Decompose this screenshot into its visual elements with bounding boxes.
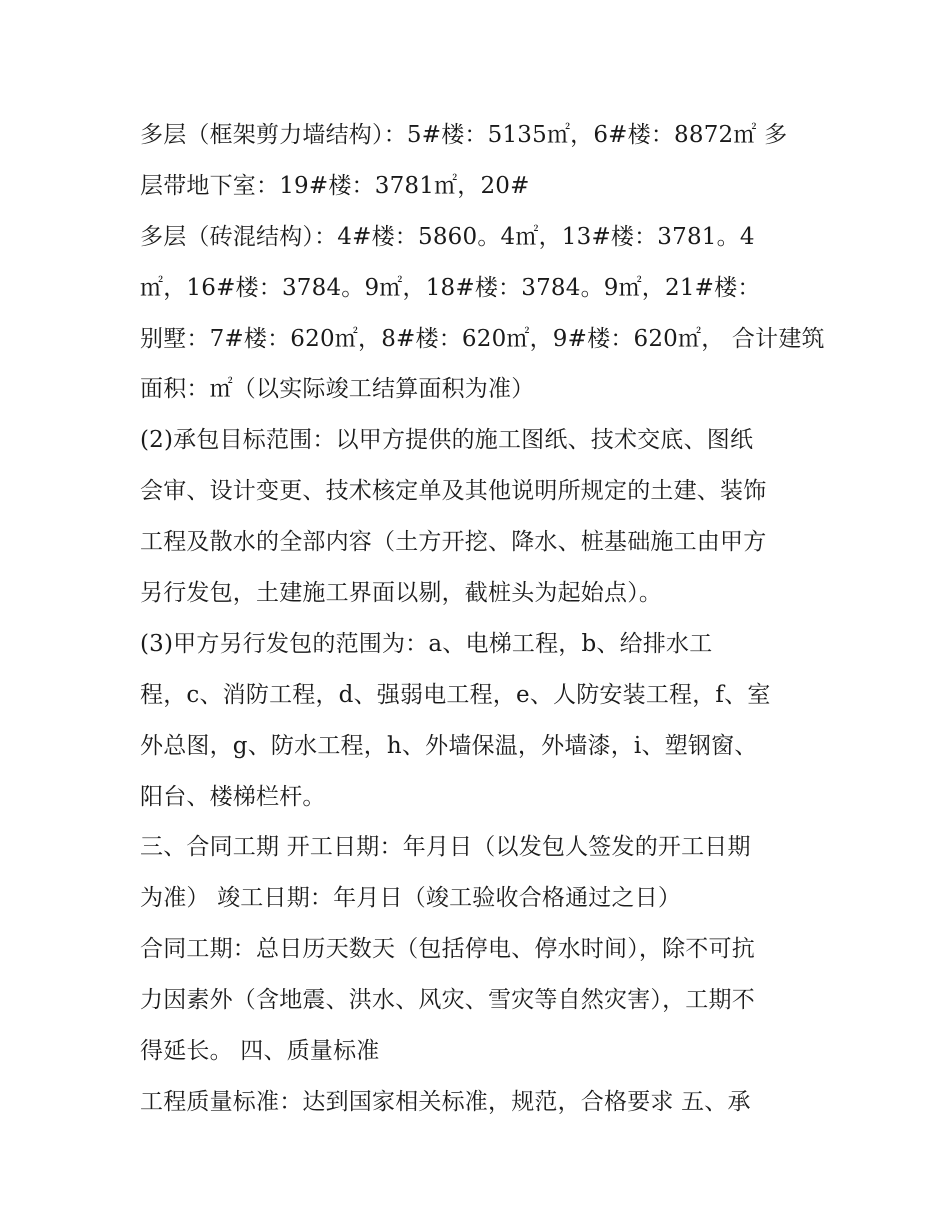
text-line: 层带地下室：19#楼：3781㎡，20# xyxy=(140,172,530,199)
text-line: 力因素外（含地震、洪水、风灾、雪灾等自然灾害），工期不 xyxy=(140,987,755,1014)
text-line: 面积：㎡（以实际竣工结算面积为准） xyxy=(140,376,535,403)
text-line: 另行发包，土建施工界面以剔，截桩头为起始点）。 xyxy=(140,580,663,607)
text-line: 得延长。 四、质量标准 xyxy=(140,1038,380,1065)
text-line: 阳台、楼梯栏杆。 xyxy=(140,783,326,810)
text-line: 多层（砖混结构）：4#楼：5860。4㎡，13#楼：3781。4 xyxy=(140,223,755,250)
document-body xyxy=(140,110,830,1128)
text-line: ㎡，16#楼：3784。9㎡，18#楼：3784。9㎡，21#楼： xyxy=(140,274,761,301)
text-line: 程，c、消防工程，d、强弱电工程，e、人防安装工程，f、室 xyxy=(140,681,771,708)
text-line: 别墅：7#楼：620㎡，8#楼：620㎡，9#楼：620㎡， 合计建筑 xyxy=(140,325,825,352)
text-line: 会审、设计变更、技术核定单及其他说明所规定的土建、装饰 xyxy=(140,478,767,505)
text-line: 工程及散水的全部内容（土方开挖、降水、桩基础施工由甲方 xyxy=(140,529,767,556)
text-line: 工程质量标准：达到国家相关标准，规范，合格要求 五、承 xyxy=(140,1088,751,1115)
text-line: (3)甲方另行发包的范围为：a、电梯工程，b、给排水工 xyxy=(140,630,713,657)
text-line: (2)承包目标范围：以甲方提供的施工图纸、技术交底、图纸 xyxy=(140,427,754,454)
text-line: 三、合同工期 开工日期：年月日（以发包人签发的开工日期 xyxy=(140,834,751,861)
text-line: 为准） 竣工日期：年月日（竣工验收合格通过之日） xyxy=(140,885,682,912)
text-line: 合同工期：总日历天数天（包括停电、停水时间），除不可抗 xyxy=(140,936,755,963)
text-line: 多层（框架剪力墙结构）：5#楼：5135㎡，6#楼：8872㎡ 多 xyxy=(140,122,788,148)
text-line: 外总图，g、防水工程，h、外墙保温，外墙漆，i、塑钢窗、 xyxy=(140,732,758,759)
